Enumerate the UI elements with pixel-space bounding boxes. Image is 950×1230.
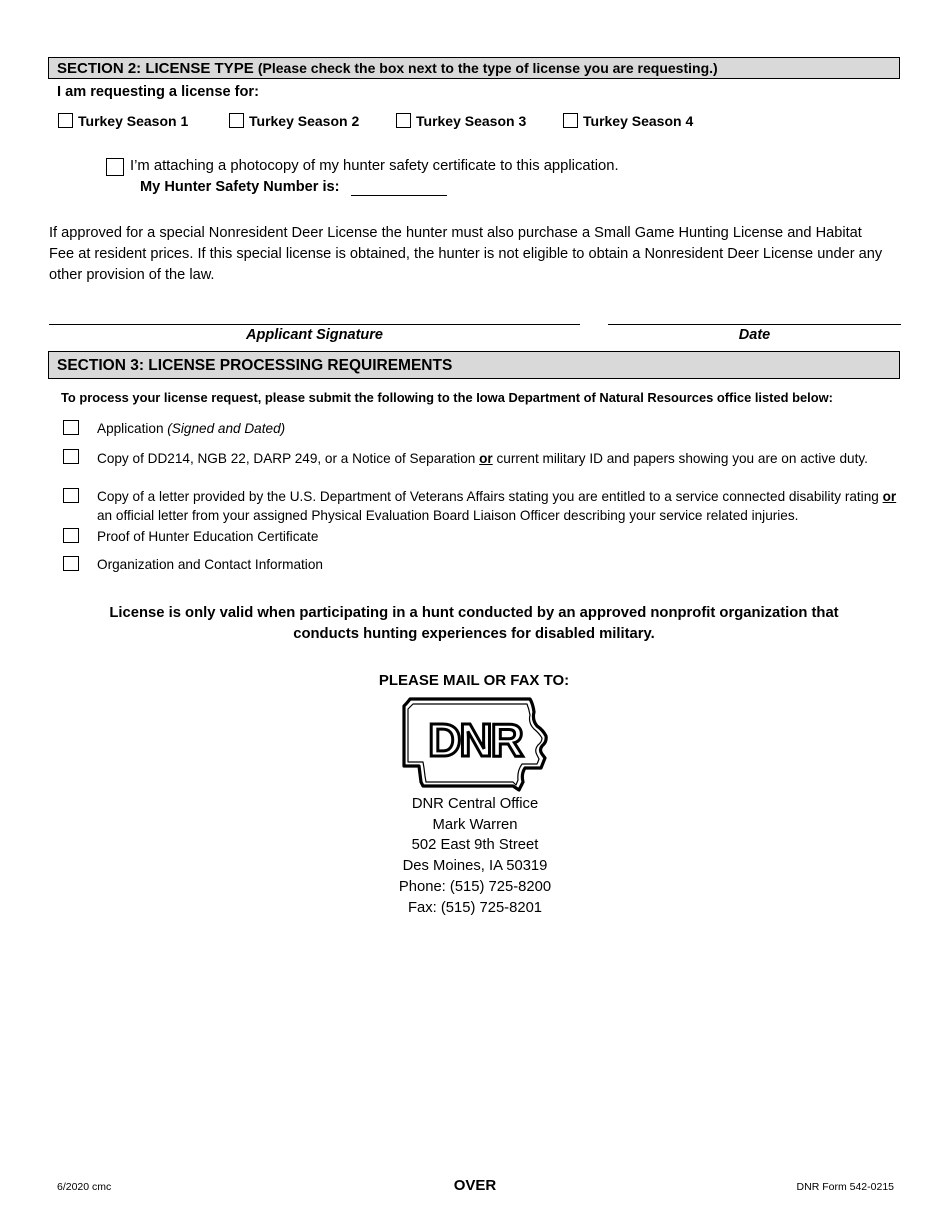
va-letter-text-b: an official letter from your assigned Physical Evaluation Board Liaison Officer describing your service related injuries. <box>97 508 799 523</box>
season4-checkbox[interactable] <box>563 113 578 128</box>
dnr-logo-graphic <box>401 696 549 794</box>
application-italic: (Signed and Dated) <box>167 421 286 436</box>
mail-label: PLEASE MAIL OR FAX TO: <box>378 672 570 689</box>
signature-line[interactable] <box>49 324 580 325</box>
requirement-hunter-education: Proof of Hunter Education Certificate <box>97 529 319 544</box>
dd214-text-b: current military ID and papers showing you are on active duty. <box>492 451 868 466</box>
dd214-text-a: Copy of DD214, NGB 22, DARP 249, or a Notice of Separation <box>97 451 480 466</box>
address-line-fax: Fax: (515) 725-8201 <box>407 899 543 916</box>
section2-title-note: (Please check the box next to the type of license you are requesting.) <box>257 60 718 76</box>
requirement-va-letter <box>97 487 897 525</box>
va-letter-checkbox[interactable] <box>63 488 79 503</box>
processing-instruction: To process your license request, please submit the following to the Iowa Department of Natural Resources office listed below: <box>61 390 833 405</box>
season4-label: Turkey Season 4 <box>583 113 694 129</box>
dd214-checkbox[interactable] <box>63 449 79 464</box>
signature-label: Applicant Signature <box>246 327 383 343</box>
va-letter-text-a: Copy of a letter provided by the U.S. Department of Veterans Affairs stating you are entitled to a service connected disability rating <box>97 489 883 504</box>
footer-revision: 6/2020 cmc <box>57 1181 112 1193</box>
application-checkbox[interactable] <box>63 420 79 435</box>
section3-header <box>48 351 900 379</box>
safety-number-label: My Hunter Safety Number is: <box>140 179 340 195</box>
attach-certificate-text: I’m attaching a photocopy of my hunter safety certificate to this application. <box>130 158 619 174</box>
section2-header <box>48 57 900 79</box>
mailing-address <box>300 794 650 918</box>
address-line-street: 502 East 9th Street <box>411 837 539 854</box>
address-line-phone: Phone: (515) 725-8200 <box>398 878 552 895</box>
section2-title: SECTION 2: LICENSE TYPE <box>57 60 254 77</box>
address-line-office: DNR Central Office <box>411 796 539 812</box>
organization-checkbox[interactable] <box>63 556 79 571</box>
address-line-city: Des Moines, IA 50319 <box>402 858 548 875</box>
nonresident-paragraph: If approved for a special Nonresident Deer License the hunter must also purchase a Small Game Hunting License and Habitat Fee at resident prices. If this special license is obtained, the hunter is not eligible to obtain a Nonresident Deer License under any other provision of the law. <box>49 225 883 283</box>
season3-label: Turkey Season 3 <box>416 113 527 129</box>
validity-note: License is only valid when participating in a hunt conducted by an approved nonprofit organization that conducts hunting experiences for disabled military. <box>109 605 839 642</box>
dnr-logo-text: DNR <box>428 714 522 766</box>
safety-number-field[interactable] <box>351 195 447 196</box>
application-text: Application <box>97 421 168 436</box>
va-letter-or: or <box>882 489 897 504</box>
dnr-logo <box>401 696 549 794</box>
date-line[interactable] <box>608 324 901 325</box>
season3-checkbox[interactable] <box>396 113 411 128</box>
footer-over: OVER <box>453 1177 497 1194</box>
section3-title: SECTION 3: LICENSE PROCESSING REQUIREMENTS <box>57 357 453 374</box>
requirement-organization: Organization and Contact Information <box>97 557 323 572</box>
season2-checkbox[interactable] <box>229 113 244 128</box>
address-line-contact: Mark Warren <box>432 816 518 833</box>
requesting-label: I am requesting a license for: <box>57 84 259 100</box>
attach-certificate-checkbox[interactable] <box>106 158 124 176</box>
season1-label: Turkey Season 1 <box>78 113 189 129</box>
date-label: Date <box>738 327 771 343</box>
footer-form-number: DNR Form 542-0215 <box>796 1181 894 1193</box>
season2-label: Turkey Season 2 <box>249 113 360 129</box>
dd214-or: or <box>479 451 493 466</box>
requirement-dd214 <box>97 449 877 468</box>
hunter-education-checkbox[interactable] <box>63 528 79 543</box>
requirement-application <box>97 419 897 438</box>
season1-checkbox[interactable] <box>58 113 73 128</box>
